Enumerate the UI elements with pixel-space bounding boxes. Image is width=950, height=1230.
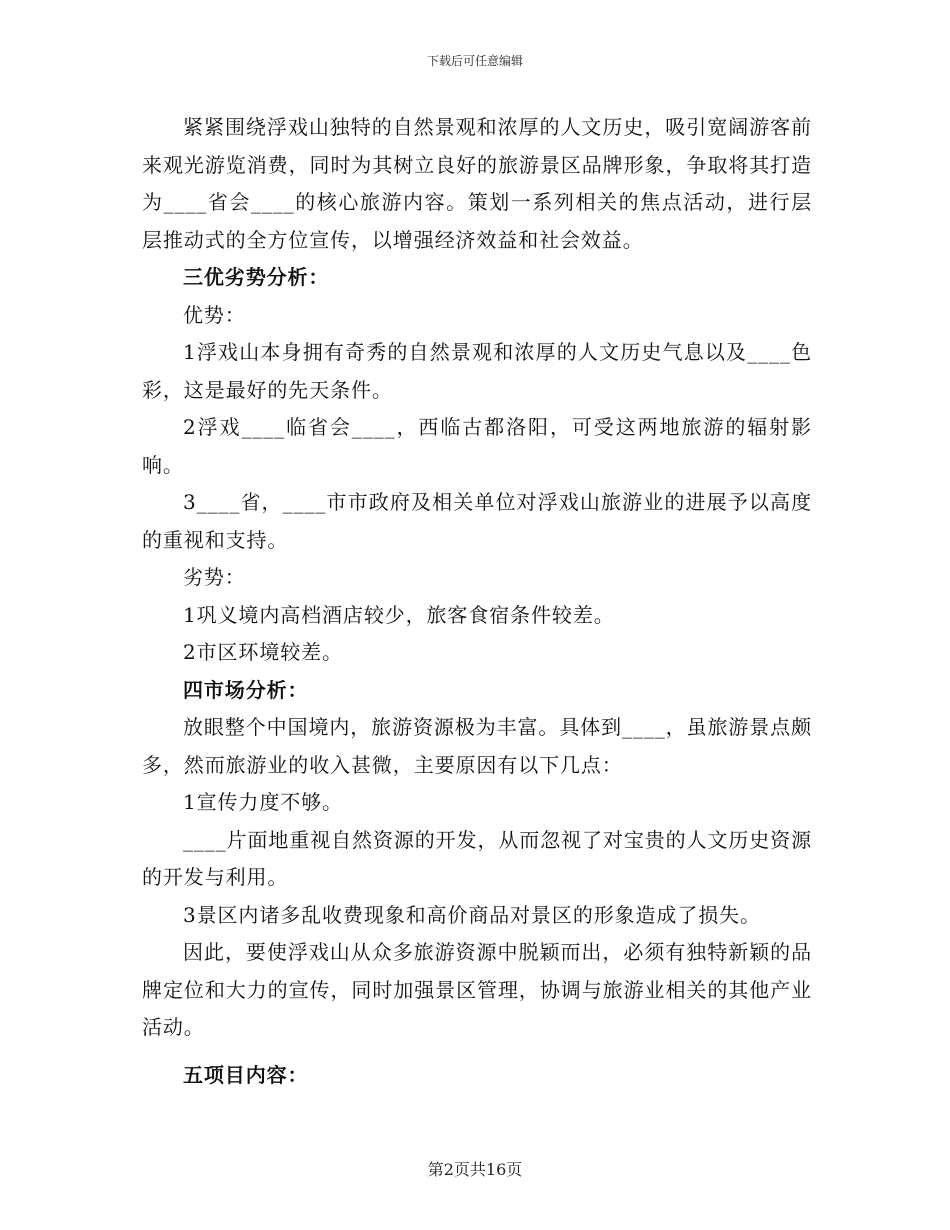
document-body: [142, 109, 812, 1094]
body-paragraph: 紧紧围绕浮戏山独特的自然景观和浓厚的人文历史，吸引宽阔游客前来观光游览消费，同时为其树立良好的旅游景区品牌形象，争取将其打造为____省会____的核心旅游内容。策划一系列相关的焦点活动，进行层层推动式的全方位宣传，以增强经济效益和社会效益。: [142, 115, 812, 252]
page-footer: 第2页共16页: [427, 1160, 523, 1179]
body-paragraph: 2市区环境较差。: [183, 640, 343, 664]
body-paragraph: 1巩义境内高档酒店较少，旅客食宿条件较差。: [183, 602, 615, 627]
body-paragraph: 放眼整个中国境内，旅游资源极为丰富。具体到____，虽旅游景点颇多，然而旅游业的收入甚微，主要原因有以下几点：: [142, 715, 812, 777]
body-paragraph: 劣势：: [183, 565, 246, 589]
body-paragraph: ____片面地重视自然资源的开发，从而忽视了对宝贵的人文历史资源的开发与利用。: [142, 827, 812, 889]
body-paragraph: 优势：: [183, 302, 246, 327]
body-paragraph: 3____省，____市市政府及相关单位对浮戏山旅游业的进展予以高度的重视和支持。: [142, 490, 812, 552]
page-header: 下载后可任意编辑: [426, 54, 523, 68]
body-paragraph: 2浮戏____临省会____，西临古都洛阳，可受这两地旅游的辐射影响。: [142, 415, 812, 477]
body-paragraph: 3景区内诸多乱收费现象和高价商品对景区的形象造成了损失。: [183, 902, 761, 927]
section-heading: 四市场分析：: [183, 677, 309, 702]
body-paragraph: 1浮戏山本身拥有奇秀的自然景观和浓厚的人文历史气息以及____色彩，这是最好的先天条件。: [142, 340, 812, 402]
body-paragraph: 因此，要使浮戏山从众多旅游资源中脱颖而出，必须有独特新颖的品牌定位和大力的宣传，同时加强景区管理，协调与旅游业相关的其他产业活动。: [142, 940, 812, 1039]
section-heading: 三优劣势分析：: [183, 265, 330, 289]
body-paragraph: 1宣传力度不够。: [183, 790, 343, 814]
section-heading: 五项目内容：: [183, 1062, 309, 1087]
